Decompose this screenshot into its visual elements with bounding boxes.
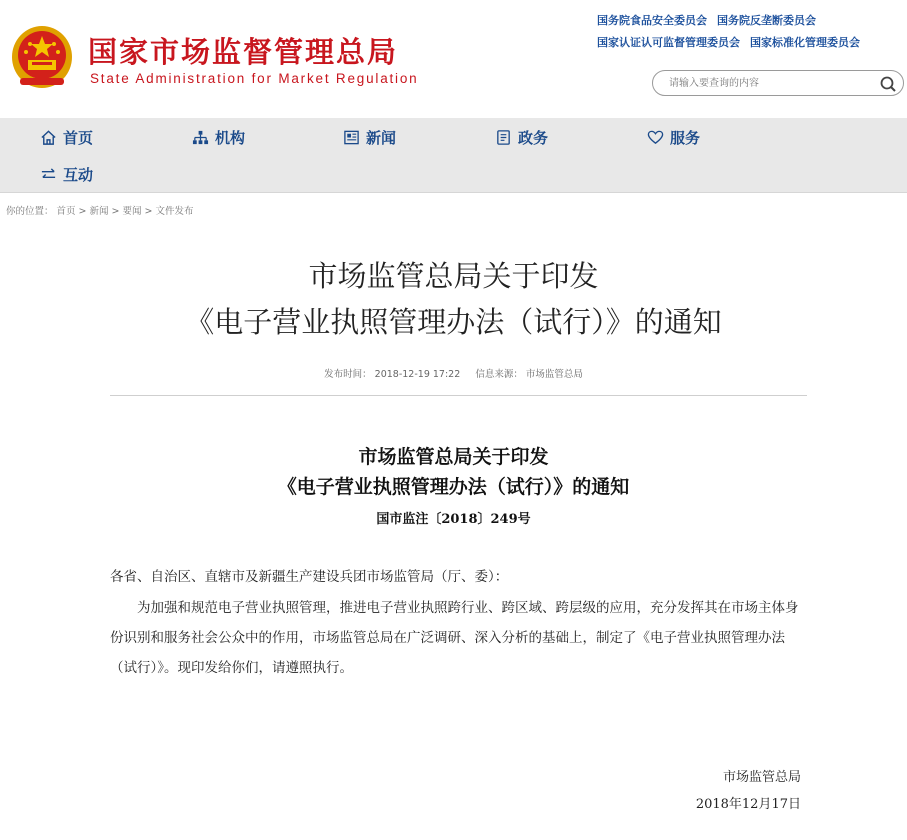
newspaper-icon [343, 129, 360, 146]
body-paragraph: 为加强和规范电子营业执照管理，推进电子营业执照跨行业、跨区域、跨层级的应用，充分发挥其在市场主体身份识别和服务社会公众中的作用，市场监管总局在广泛调研、深入分析的基础上，制定了《电子营业执照管理办法（试行）》。现印发给你们，请遵照执行。 [110, 600, 799, 676]
main-nav [0, 118, 907, 193]
nav-item-home[interactable] [40, 127, 93, 148]
site-name-cn: 国家市场监督管理总局 [88, 35, 399, 69]
salutation: 各省、自治区、直辖市及新疆生产建设兵团市场监管局（厅、委）： [110, 569, 509, 585]
article-meta [0, 366, 907, 380]
nav-item-affairs[interactable] [495, 127, 548, 148]
search-input[interactable] [669, 75, 869, 91]
article-title-line1: 市场监管总局关于印发 [308, 259, 599, 293]
doc-number: 国市监注〔2018〕249号 [376, 512, 531, 527]
exchange-icon [40, 166, 57, 183]
nav-label-interaction: 互动 [63, 166, 94, 184]
nav-item-org[interactable] [192, 127, 245, 148]
search-icon[interactable] [879, 75, 897, 93]
signer: 市场监管总局 [722, 770, 801, 785]
site-header [0, 0, 907, 118]
doc-title-line1: 市场监管总局关于印发 [358, 446, 549, 468]
divider [110, 395, 807, 396]
nav-label-home: 首页 [63, 129, 94, 147]
top-link-anti-monopoly[interactable]: 国务院反垄断委员会 [717, 14, 816, 27]
top-link-standardization[interactable]: 国家标准化管理委员会 [750, 36, 860, 49]
nav-item-interaction[interactable] [40, 164, 93, 185]
site-name-en: State Administration for Market Regulation [90, 71, 419, 86]
nav-item-news[interactable] [343, 127, 396, 148]
nav-label-news: 新闻 [366, 129, 397, 147]
org-chart-icon [192, 129, 209, 146]
doc-title-line2: 《电子营业执照管理办法（试行）》的通知 [277, 476, 630, 498]
heart-icon [647, 129, 664, 146]
nav-item-service[interactable] [647, 127, 700, 148]
nav-label-affairs: 政务 [518, 129, 549, 147]
sign-date: 2018年12月17日 [695, 797, 801, 812]
nav-label-service: 服务 [670, 129, 701, 147]
national-emblem-icon [10, 22, 74, 90]
search-box [652, 70, 904, 96]
publish-time: 发布时间： 2018-12-19 17:22 [324, 369, 461, 380]
nav-label-org: 机构 [215, 129, 246, 147]
top-link-food-safety[interactable]: 国务院食品安全委员会 [597, 14, 707, 27]
info-source: 信息来源： 市场监管总局 [475, 369, 583, 380]
top-links [597, 10, 907, 54]
document-icon [495, 129, 512, 146]
article-title-line2: 《电子营业执照管理办法（试行）》的通知 [185, 305, 722, 339]
top-link-certification[interactable]: 国家认证认可监督管理委员会 [597, 36, 740, 49]
home-icon [40, 129, 57, 146]
breadcrumb: 你的位置： 首页 > 新闻 > 要闻 > 文件发布 [6, 206, 194, 217]
